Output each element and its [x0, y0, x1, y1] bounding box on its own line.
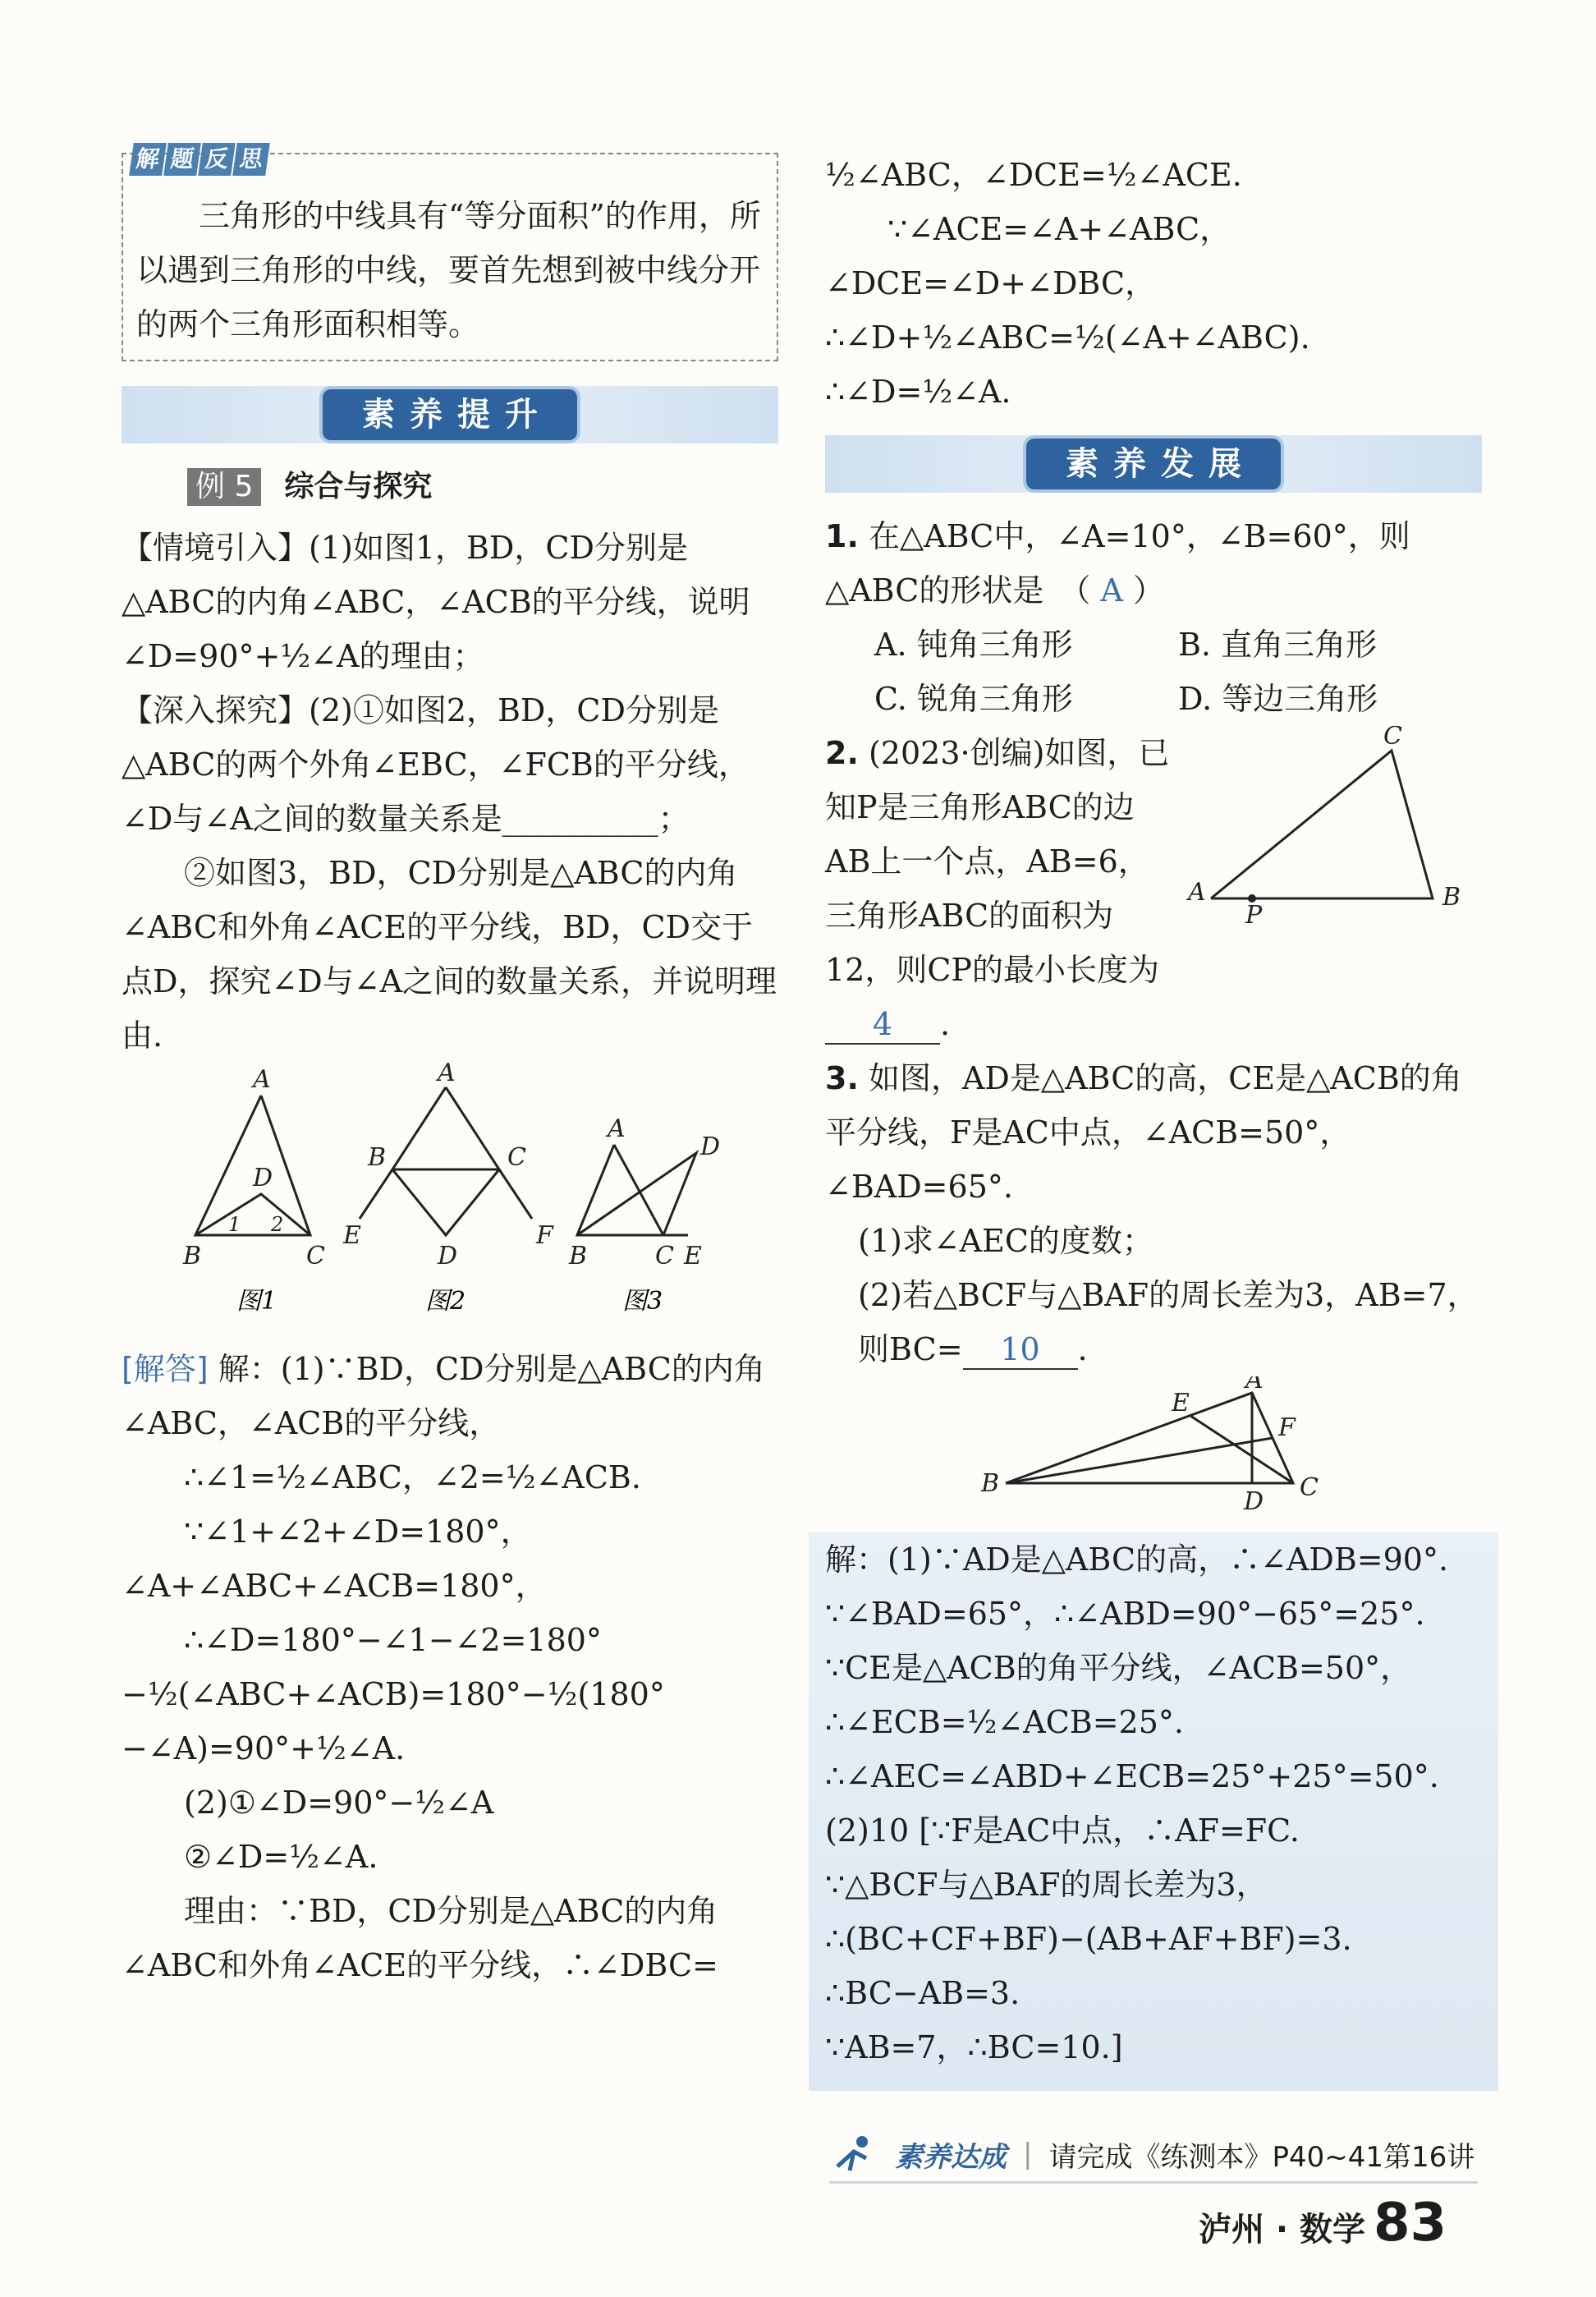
- svg-text:C: C: [507, 1143, 526, 1172]
- example-header: [187, 460, 778, 514]
- question-text: 在△ABC中，∠A=10°，∠B=60°，则△ABC的形状是: [825, 518, 1410, 609]
- figure-1-labels: [182, 1065, 325, 1270]
- tag-char: 反: [198, 143, 236, 176]
- reflection-box: [122, 145, 778, 361]
- solution-line: ∴∠1=½∠ABC，∠2=½∠ACB.: [184, 1459, 641, 1495]
- question-3: 3. 如图，AD是△ABC的高，CE是△ACB的角平分线，F是AC中点，∠ACB=50°，∠BAD=65°. (1)求∠AEC的度数； (2)若△BCF与△BAF的周长差为3，AB=7，则BC= 10 . B A C D E F: [825, 1051, 1482, 1532]
- footer-text: 请完成《练测本》P40~41第16讲: [1048, 2140, 1475, 2174]
- svg-text:B: B: [368, 1143, 387, 1172]
- svg-text:D: D: [253, 1164, 273, 1192]
- banner-title: 素养发展: [1026, 439, 1281, 489]
- page-label: 泸州 · 数学: [1199, 2211, 1366, 2249]
- answer-value: 10: [963, 1330, 1078, 1370]
- svg-text:E: E: [343, 1221, 361, 1250]
- svg-text:D: D: [438, 1242, 458, 1270]
- runner-icon: [829, 2134, 878, 2175]
- svg-text:A: A: [438, 1063, 456, 1087]
- svg-text:P: P: [1245, 901, 1263, 923]
- answer-line: ∴∠AEC=∠ABD+∠ECB=25°+25°=50°.: [825, 1758, 1439, 1794]
- svg-text:A: A: [1188, 878, 1206, 907]
- svg-text:C: C: [1300, 1473, 1319, 1502]
- fig3-caption: 图3: [622, 1287, 663, 1316]
- solution-line: ∴∠D=180°−∠1−∠2=180°−½(∠ABC+∠ACB)=180°−½(180°−∠A)=90°+½∠A.: [122, 1622, 665, 1766]
- svg-text:A: A: [253, 1065, 271, 1094]
- q3-figure: [825, 1376, 1482, 1516]
- svg-text:A: A: [1245, 1376, 1264, 1394]
- svg-text:E: E: [684, 1242, 702, 1270]
- figures: [122, 1063, 778, 1325]
- answer-value: A: [1100, 572, 1123, 609]
- answer-line: ∴(BC+CF+BF)−(AB+AF+BF)=3.: [825, 1921, 1352, 1957]
- answer-value: 4: [825, 1005, 940, 1045]
- tag-char: 题: [163, 143, 201, 176]
- solution-line: ②∠D=½∠A.: [184, 1839, 378, 1875]
- q3-sub1: (1)求∠AEC的度数；: [858, 1223, 1153, 1259]
- question-number: 2.: [825, 735, 859, 771]
- svg-text:2: 2: [271, 1213, 284, 1236]
- option: B. 直角三角形: [1178, 627, 1378, 663]
- reflection-text: 三角形的中线具有“等分面积”的作用，所以遇到三角形的中线，要首先想到被中线分开的两个三角形面积相等。: [136, 198, 761, 342]
- svg-text:D: D: [1244, 1487, 1264, 1516]
- example-title: 综合与探究: [284, 470, 433, 503]
- answer-line: ∵△BCF与△BAF的周长差为3，: [825, 1867, 1268, 1903]
- solution-line: ∵∠1+∠2+∠D=180°，∠A+∠ABC+∠ACB=180°，: [122, 1514, 547, 1604]
- svg-text:F: F: [536, 1221, 553, 1250]
- tag-char: 思: [232, 143, 270, 176]
- option: D. 等边三角形: [1178, 681, 1378, 717]
- figure-2-labels: [342, 1063, 554, 1270]
- answer-line: 解：(1)∵AD是△ABC的高，∴∠ADB=90°.: [825, 1541, 1449, 1578]
- continued-line: ½∠ABC，∠DCE=½∠ACE.: [825, 157, 1242, 193]
- solution-line: (2)①∠D=90°−½∠A: [184, 1785, 494, 1821]
- svg-text:E: E: [1172, 1389, 1190, 1417]
- answer-line: ∵AB=7，∴BC=10.]: [825, 2029, 1123, 2065]
- question-number: 1.: [825, 518, 859, 554]
- svg-text:B: B: [569, 1242, 588, 1270]
- svg-text:B: B: [981, 1469, 1000, 1498]
- svg-text:C: C: [306, 1242, 325, 1270]
- svg-text:A: A: [608, 1114, 626, 1143]
- footer-bar: 素养达成 | 请完成《练测本》P40~41第16讲: [829, 2127, 1478, 2184]
- options: [825, 618, 1482, 726]
- option: A. 钝角三角形: [874, 627, 1073, 663]
- option: C. 锐角三角形: [874, 681, 1073, 717]
- answer-line: ∵CE是△ACB的角平分线，∠ACB=50°，: [825, 1650, 1412, 1686]
- example-label: 例 5: [187, 468, 261, 506]
- tag-char: 解: [129, 143, 167, 176]
- solution-line: 解：(1)∵BD，CD分别是△ABC的内角∠ABC，∠ACB的平分线，: [122, 1351, 765, 1441]
- right-column: [825, 148, 1482, 2074]
- svg-text:1: 1: [228, 1213, 241, 1236]
- solution-label: [解答]: [122, 1351, 209, 1387]
- fig1-caption: 图1: [236, 1287, 277, 1316]
- answer-line: ∴∠ECB=½∠ACB=25°.: [825, 1704, 1184, 1740]
- answer-line: ∴BC−AB=3.: [825, 1975, 1020, 2011]
- question-number: 3.: [825, 1060, 859, 1096]
- answer-line: ∵∠BAD=65°，∴∠ABD=90°−65°=25°.: [825, 1596, 1425, 1632]
- reflection-tag: [131, 143, 268, 176]
- svg-text:D: D: [700, 1132, 721, 1161]
- problem-part2: 【深入探究】(2)①如图2，BD，CD分别是△ABC的两个外角∠EBC，∠FCB的平分线，∠D与∠A之间的数量关系是__________；: [122, 692, 750, 837]
- svg-text:F: F: [1278, 1413, 1296, 1442]
- question-2: A B C P 2. (2023·创编)如图，已知P是三角形ABC的边AB上一个点，AB=6，三角形ABC的面积为12，则CP的最小长度为4 .: [825, 726, 1482, 1051]
- left-column: [122, 145, 778, 1992]
- q3-sub2: (2)若△BCF与△BAF的周长差为3，AB=7，则BC=: [858, 1277, 1479, 1367]
- question-1: 1. 在△ABC中，∠A=10°，∠B=60°，则△ABC的形状是 （ A ） A. 钝角三角形 B. 直角三角形 C. 锐角三角形 D. 等边三角形: [825, 509, 1482, 726]
- problem-part1: 【情境引入】(1)如图1，BD，CD分别是△ABC的内角∠ABC，∠ACB的平分线，说明∠D=90°+½∠A的理由；: [122, 530, 750, 674]
- solution: [122, 1342, 778, 1992]
- section-banner-develop: [825, 435, 1482, 493]
- svg-text:C: C: [1383, 726, 1402, 751]
- q2-figure: [1186, 726, 1482, 923]
- answer-block: [825, 1532, 1482, 2074]
- solution-line: 理由：∵BD，CD分别是△ABC的内角∠ABC和外角∠ACE的平分线，∴∠DBC=: [122, 1893, 718, 1983]
- section-banner-improve: [122, 386, 778, 443]
- svg-text:B: B: [183, 1242, 202, 1270]
- svg-text:B: B: [1442, 883, 1461, 912]
- banner-title: 素养提升: [323, 389, 577, 440]
- page-number: [1199, 2193, 1447, 2253]
- answer-line: (2)10 [∵F是AC中点，∴AF=FC.: [825, 1812, 1300, 1849]
- fig2-caption: 图2: [425, 1287, 466, 1316]
- continued-line: ∵∠ACE=∠A+∠ABC，∠DCE=∠D+∠DBC，∴∠D+½∠ABC=½(∠A+∠ABC). ∴∠D=½∠A.: [825, 211, 1310, 410]
- figure-3-labels: [568, 1114, 720, 1270]
- question-text: 如图，AD是△ABC的高，CE是△ACB的角平分线，F是AC中点，∠ACB=50°，∠BAD=65°.: [825, 1060, 1462, 1205]
- figure-3: [577, 1145, 696, 1235]
- page-number-value: 83: [1374, 2193, 1447, 2253]
- footer-brand: 素养达成: [895, 2140, 1007, 2174]
- question-text: (2023·创编)如图，已知P是三角形ABC的边AB上一个点，AB=6，三角形ABC的面积为12，则CP的最小长度为: [825, 735, 1170, 988]
- svg-text:C: C: [655, 1242, 674, 1270]
- problem-part3: ②如图3，BD，CD分别是△ABC的内角∠ABC和外角∠ACE的平分线，BD，CD交于点D，探究∠D与∠A之间的数量关系，并说明理由.: [122, 855, 777, 1054]
